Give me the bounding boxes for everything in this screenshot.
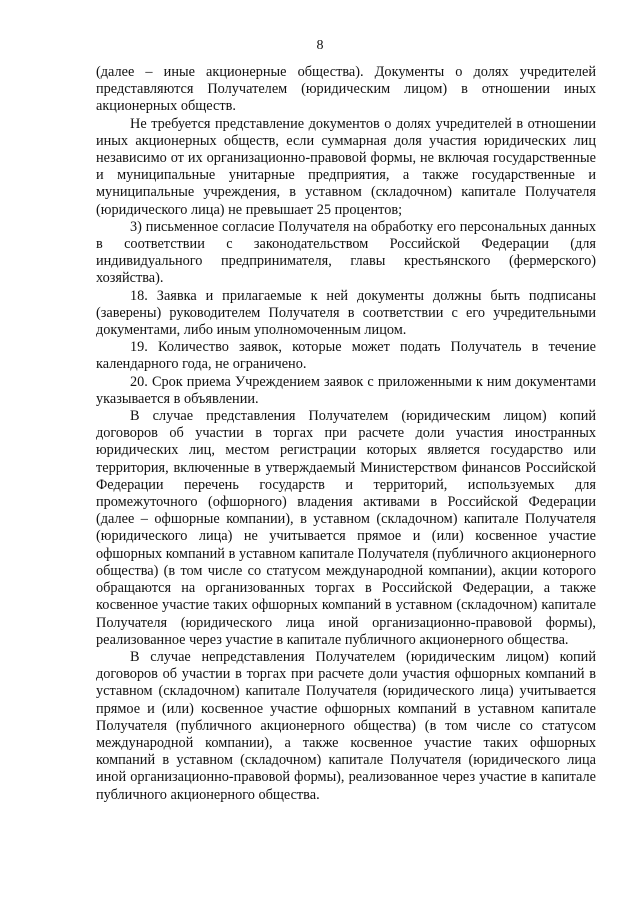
paragraph-continuation: (далее – иные акционерные общества). Документы о долях учредителей представляются Получателем (юридическим лицом) в отношении иных акционерных обществ. (96, 64, 596, 115)
page-number: 8 (316, 38, 324, 53)
paragraph-offshore-submitted: В случае представления Получателем (юридическим лицом) копий договоров об участии в торгах при расчете доли участия иностранных юридических лиц, местом регистрации которых является государство или территория, включенные в утверждаемый Министерством финансов Российской Федерации перечень государств и территорий, используемых для промежуточного (офшорного) владения активами в Российской Федерации (далее – офшорные компании), в уставном (складочном) капитале Получателя (юридического лица) не учитывается прямое и (или) косвенное участие офшорных компаний в уставном капитале Получателя (публичного акционерного общества) (в том числе со статусом международной компании), акции которого обращаются на организованных торгах в Российской Федерации, а также косвенное участие таких офшорных компаний в уставном (складочном) капитале Получателя (юридического лица иной организационно-правовой формы), реализованное через участие в капитале публичного акционерного общества. (96, 408, 596, 648)
paragraph-clause-20: 20. Срок приема Учреждением заявок с приложенными к ним документами указывается в объявлении. (96, 373, 596, 407)
paragraph-exemption: Не требуется представление документов о долях учредителей в отношении иных акционерных обществ, если суммарная доля участия юридических лиц независимо от их организационно-правовой формы, не включая государственные и муниципальные унитарные предприятия, а также государственные и муниципальные учреждения, в уставном (складочном) капитале Получателя (юридического лица) не превышает 25 процентов; (96, 115, 596, 218)
document-body (96, 64, 596, 804)
paragraph-offshore-not-submitted: В случае непредставления Получателем (юридическим лицом) копий договоров об участии в торгах при расчете доли участия офшорных компаний в уставном (складочном) капитале Получателя (юридического лица) учитывается прямое и (или) косвенное участие офшорных компаний в уставном капитале Получателя (публичного акционерного общества) (в том числе со статусом международной компании), а также косвенное участие таких офшорных компаний в уставном (складочном) капитале Получателя (юридического лица иной организационно-правовой формы), реализованное через участие в капитале публичного акционерного общества. (96, 648, 596, 803)
paragraph-item-3-consent: 3) письменное согласие Получателя на обработку его персональных данных в соответствии с законодательством Российской Федерации (для индивидуального предпринимателя, главы крестьянского (фермерского) хозяйства). (96, 218, 596, 287)
paragraph-clause-18: 18. Заявка и прилагаемые к ней документы должны быть подписаны (заверены) руководителем Получателя в соответствии с его учредительными документами, либо иным уполномоченным лицом. (96, 287, 596, 339)
paragraph-clause-19: 19. Количество заявок, которые может подать Получатель в течение календарного года, не ограничено. (96, 339, 596, 373)
